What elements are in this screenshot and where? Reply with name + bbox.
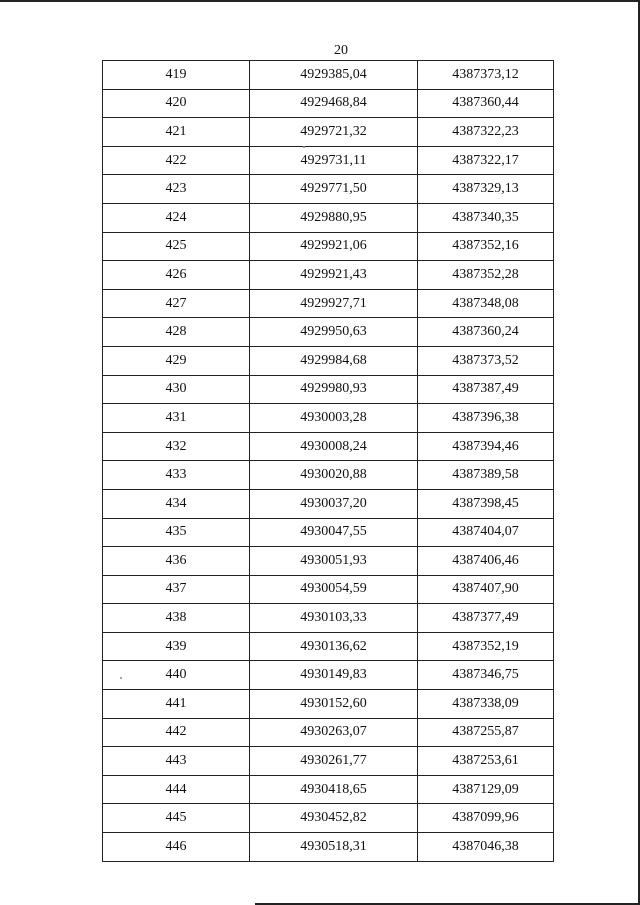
point-number-cell: 437 [103, 575, 250, 604]
x-coordinate-cell: 4929721,32 [250, 118, 418, 147]
y-coordinate-cell: 4387099,96 [418, 804, 554, 833]
table-row [103, 518, 554, 547]
point-number-cell: 444 [103, 775, 250, 804]
x-coordinate-cell: 4930149,83 [250, 661, 418, 690]
x-coordinate-cell: 4930418,65 [250, 775, 418, 804]
point-number-cell: 421 [103, 118, 250, 147]
coordinates-table [102, 60, 554, 862]
table-row [103, 718, 554, 747]
point-number-cell: 431 [103, 404, 250, 433]
point-number-cell: 445 [103, 804, 250, 833]
x-coordinate-cell: 4929921,06 [250, 232, 418, 261]
y-coordinate-cell: 4387394,46 [418, 432, 554, 461]
y-coordinate-cell: 4387373,12 [418, 61, 554, 90]
y-coordinate-cell: 4387340,35 [418, 203, 554, 232]
table-row [103, 61, 554, 90]
point-number-cell: 434 [103, 489, 250, 518]
y-coordinate-cell: 4387404,07 [418, 518, 554, 547]
table-row [103, 89, 554, 118]
y-coordinate-cell: 4387377,49 [418, 604, 554, 633]
table-row [103, 232, 554, 261]
y-coordinate-cell: 4387346,75 [418, 661, 554, 690]
table-row [103, 346, 554, 375]
y-coordinate-cell: 4387322,23 [418, 118, 554, 147]
page-number: 20 [334, 43, 348, 58]
y-coordinate-cell: 4387398,45 [418, 489, 554, 518]
x-coordinate-cell: 4929771,50 [250, 175, 418, 204]
point-number-cell: 419 [103, 61, 250, 90]
point-number-cell: 435 [103, 518, 250, 547]
point-number-cell: 424 [103, 203, 250, 232]
y-coordinate-cell: 4387338,09 [418, 690, 554, 719]
scan-speck [120, 677, 122, 679]
x-coordinate-cell: 4929950,63 [250, 318, 418, 347]
x-coordinate-cell: 4929468,84 [250, 89, 418, 118]
x-coordinate-cell: 4930037,20 [250, 489, 418, 518]
point-number-cell: 432 [103, 432, 250, 461]
x-coordinate-cell: 4930261,77 [250, 747, 418, 776]
y-coordinate-cell: 4387129,09 [418, 775, 554, 804]
table-row [103, 547, 554, 576]
point-number-cell: 426 [103, 261, 250, 290]
point-number-cell: 423 [103, 175, 250, 204]
y-coordinate-cell: 4387322,17 [418, 146, 554, 175]
table-row [103, 661, 554, 690]
page-border-top [0, 0, 638, 2]
point-number-cell: 441 [103, 690, 250, 719]
x-coordinate-cell: 4930054,59 [250, 575, 418, 604]
table-row [103, 604, 554, 633]
y-coordinate-cell: 4387407,90 [418, 575, 554, 604]
table-row [103, 318, 554, 347]
x-coordinate-cell: 4930518,31 [250, 833, 418, 862]
table-row [103, 203, 554, 232]
y-coordinate-cell: 4387253,61 [418, 747, 554, 776]
scan-speck [303, 146, 305, 148]
y-coordinate-cell: 4387360,44 [418, 89, 554, 118]
point-number-cell: 428 [103, 318, 250, 347]
point-number-cell: 436 [103, 547, 250, 576]
point-number-cell: 422 [103, 146, 250, 175]
table-row [103, 261, 554, 290]
table-row [103, 146, 554, 175]
x-coordinate-cell: 4930152,60 [250, 690, 418, 719]
x-coordinate-cell: 4929880,95 [250, 203, 418, 232]
point-number-cell: 427 [103, 289, 250, 318]
point-number-cell: 446 [103, 833, 250, 862]
x-coordinate-cell: 4930051,93 [250, 547, 418, 576]
y-coordinate-cell: 4387348,08 [418, 289, 554, 318]
x-coordinate-cell: 4929927,71 [250, 289, 418, 318]
point-number-cell: 438 [103, 604, 250, 633]
y-coordinate-cell: 4387352,19 [418, 632, 554, 661]
x-coordinate-cell: 4930103,33 [250, 604, 418, 633]
y-coordinate-cell: 4387329,13 [418, 175, 554, 204]
point-number-cell: 440 [103, 661, 250, 690]
table-row [103, 632, 554, 661]
table-row [103, 747, 554, 776]
table-row [103, 575, 554, 604]
table-row [103, 804, 554, 833]
table-row [103, 833, 554, 862]
coordinates-table-body [103, 61, 554, 862]
table-row [103, 289, 554, 318]
table-row [103, 690, 554, 719]
table-row [103, 489, 554, 518]
y-coordinate-cell: 4387046,38 [418, 833, 554, 862]
y-coordinate-cell: 4387387,49 [418, 375, 554, 404]
point-number-cell: 425 [103, 232, 250, 261]
x-coordinate-cell: 4930003,28 [250, 404, 418, 433]
point-number-cell: 429 [103, 346, 250, 375]
y-coordinate-cell: 4387389,58 [418, 461, 554, 490]
x-coordinate-cell: 4930008,24 [250, 432, 418, 461]
x-coordinate-cell: 4930047,55 [250, 518, 418, 547]
x-coordinate-cell: 4930263,07 [250, 718, 418, 747]
y-coordinate-cell: 4387352,28 [418, 261, 554, 290]
x-coordinate-cell: 4929385,04 [250, 61, 418, 90]
table-row [103, 775, 554, 804]
table-row [103, 461, 554, 490]
table-row [103, 118, 554, 147]
y-coordinate-cell: 4387373,52 [418, 346, 554, 375]
x-coordinate-cell: 4929921,43 [250, 261, 418, 290]
x-coordinate-cell: 4929731,11 [250, 146, 418, 175]
y-coordinate-cell: 4387396,38 [418, 404, 554, 433]
x-coordinate-cell: 4929980,93 [250, 375, 418, 404]
x-coordinate-cell: 4930020,88 [250, 461, 418, 490]
y-coordinate-cell: 4387352,16 [418, 232, 554, 261]
y-coordinate-cell: 4387406,46 [418, 547, 554, 576]
point-number-cell: 433 [103, 461, 250, 490]
table-row [103, 432, 554, 461]
point-number-cell: 430 [103, 375, 250, 404]
table-row [103, 375, 554, 404]
point-number-cell: 442 [103, 718, 250, 747]
x-coordinate-cell: 4930136,62 [250, 632, 418, 661]
x-coordinate-cell: 4930452,82 [250, 804, 418, 833]
table-row [103, 404, 554, 433]
point-number-cell: 443 [103, 747, 250, 776]
y-coordinate-cell: 4387360,24 [418, 318, 554, 347]
x-coordinate-cell: 4929984,68 [250, 346, 418, 375]
point-number-cell: 439 [103, 632, 250, 661]
table-row [103, 175, 554, 204]
y-coordinate-cell: 4387255,87 [418, 718, 554, 747]
point-number-cell: 420 [103, 89, 250, 118]
